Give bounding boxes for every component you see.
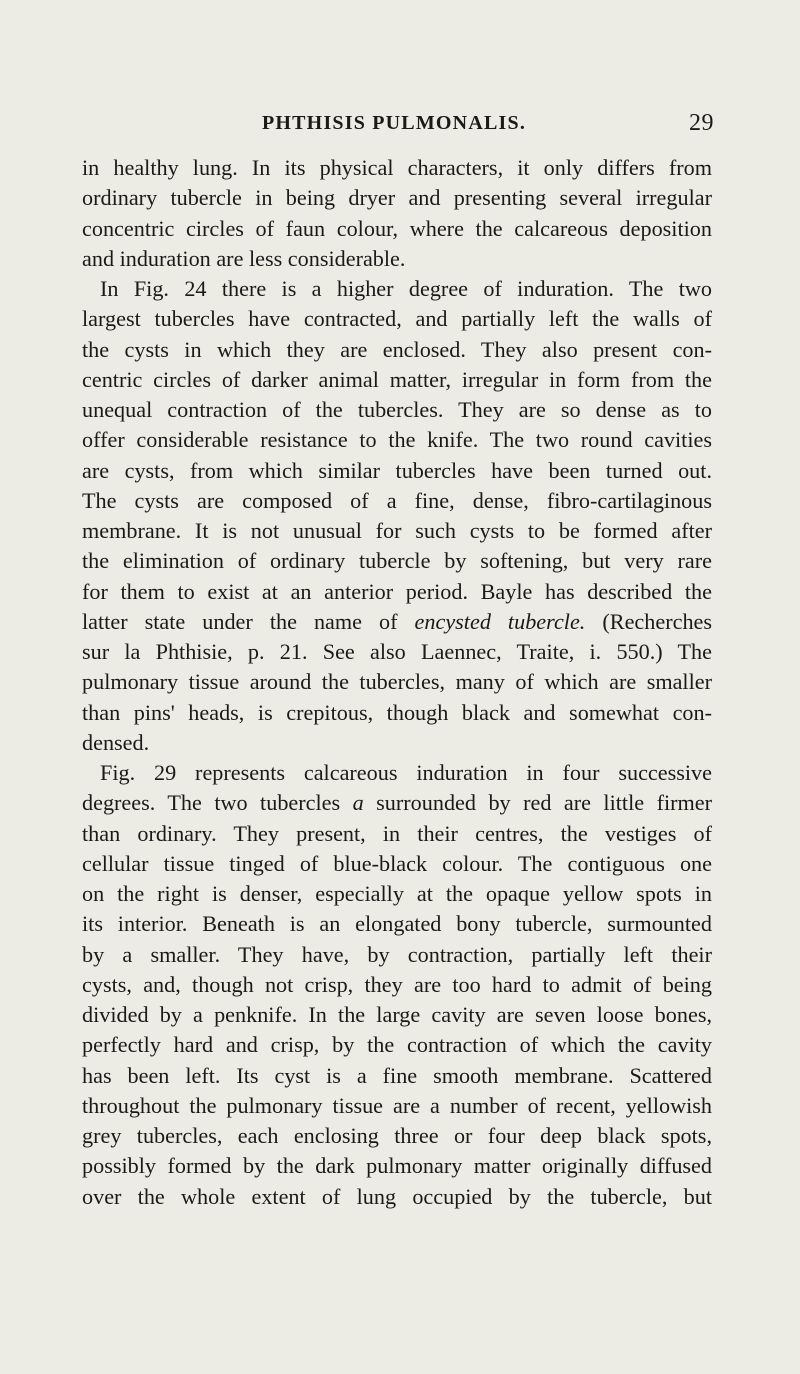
text-line — [82, 607, 712, 637]
body-text — [82, 153, 712, 1212]
text-line — [82, 788, 712, 818]
italic-term: encysted tubercle. — [414, 608, 586, 634]
text-line: In Fig. 24 there is a higher degree of induration. The two — [100, 276, 712, 301]
running-title: PHTHISIS PULMONALIS. — [261, 112, 527, 134]
text-line: The cysts are composed of a fine, dense, fibro-cartilaginous — [82, 487, 712, 513]
italic-figure-label: a — [352, 790, 364, 816]
text-line: cysts, and, though not crisp, they are too hard to admit of being — [82, 971, 712, 997]
text-line: largest tubercles have contracted, and partially left the walls of — [82, 306, 712, 332]
page-number: 29 — [689, 110, 714, 136]
text-line: concentric circles of faun colour, where the calcareous deposition — [82, 215, 712, 241]
text-run: latter state under the name of — [82, 608, 415, 634]
text-line: membrane. It is not unusual for such cysts to be formed after — [82, 518, 712, 543]
text-line: than pins' heads, is crepitous, though black and somewhat con- — [82, 699, 712, 725]
text-line: sur la Phthisie, p. 21. See also Laennec, Traite, i. 550.) The — [82, 639, 712, 664]
text-line: perfectly hard and crisp, by the contraction of which the cavity — [82, 1032, 712, 1058]
text-line: than ordinary. They present, in their centres, the vestiges of — [82, 820, 712, 846]
text-line: its interior. Beneath is an elongated bony tubercle, surmounted — [82, 911, 712, 937]
text-line: has been left. Its cyst is a fine smooth membrane. Scattered — [82, 1062, 712, 1088]
text-line: for them to exist at an anterior period. Bayle has described the — [82, 578, 712, 604]
text-line: the cysts in which they are enclosed. They also present con- — [82, 336, 712, 362]
text-line: on the right is denser, especially at the opaque yellow spots in — [82, 881, 712, 906]
text-line: centric circles of darker animal matter, irregular in form from the — [82, 366, 712, 392]
text-line: are cysts, from which similar tubercles have been turned out. — [82, 457, 712, 483]
text-line: cellular tissue tinged of blue-black colour. The contiguous one — [82, 850, 712, 876]
text-line: the elimination of ordinary tubercle by softening, but very rare — [82, 548, 712, 574]
text-line: in healthy lung. In its physical characters, it only differs from — [82, 155, 712, 180]
text-line: divided by a penknife. In the large cavity are seven loose bones, — [82, 1002, 712, 1027]
text-line: and induration are less considerable. — [82, 245, 406, 271]
running-head — [0, 112, 800, 142]
text-line: ordinary tubercle in being dryer and presenting several irregular — [82, 185, 712, 211]
text-line: throughout the pulmonary tissue are a number of recent, yellowish — [82, 1092, 712, 1118]
text-line: offer considerable resistance to the knife. The two round cavities — [82, 427, 712, 453]
text-run: (Recherches — [585, 608, 713, 634]
text-run: degrees. The two tubercles — [82, 790, 353, 816]
text-line: pulmonary tissue around the tubercles, many of which are smaller — [82, 669, 712, 695]
text-run: surrounded by red are little firmer — [363, 790, 712, 816]
text-line: possibly formed by the dark pulmonary matter originally diffused — [82, 1153, 712, 1179]
text-line: by a smaller. They have, by contraction, partially left their — [82, 941, 712, 967]
text-line: over the whole extent of lung occupied by the tubercle, but — [82, 1183, 712, 1209]
text-line: Fig. 29 represents calcareous induration in four successive — [100, 760, 712, 785]
text-line: densed. — [82, 729, 150, 755]
text-line: unequal contraction of the tubercles. They are so dense as to — [82, 397, 712, 422]
text-line: grey tubercles, each enclosing three or four deep black spots, — [82, 1123, 712, 1148]
